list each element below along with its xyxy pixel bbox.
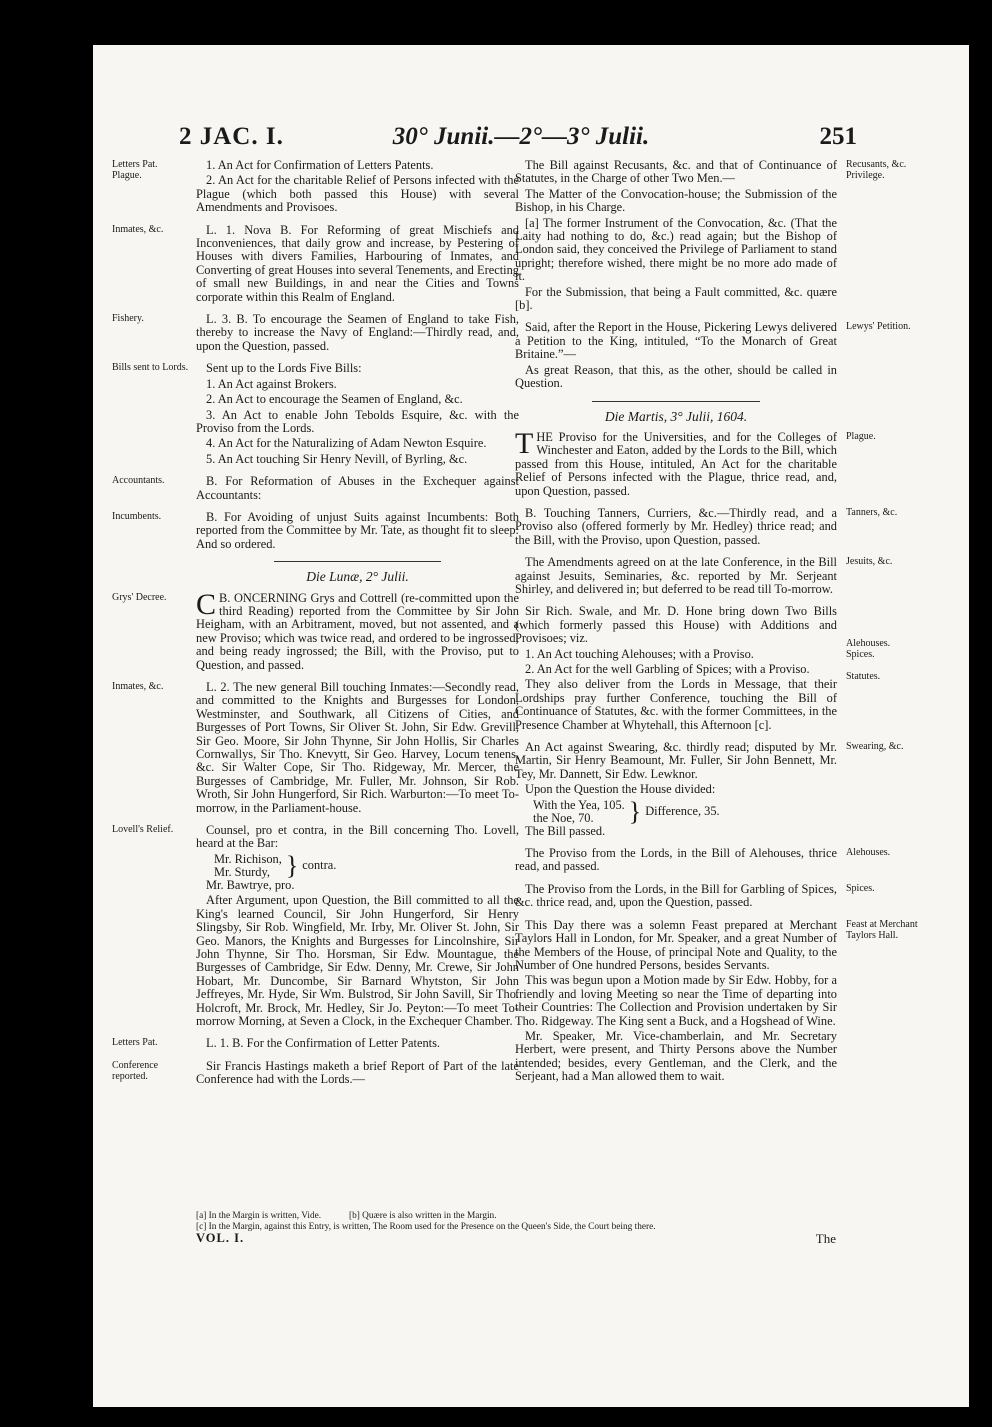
margin-note: Swearing, &c.: [846, 741, 904, 753]
entry-paragraph: After Argument, upon Question, the Bill committed to all the King's learned Council, Sir John Hungerford, Sir Henry Slingsby, Sir Rob. Wingfield, Mr. Irby, Mr. Oliver St. John, Sir Geo. Manors, the Knights and Burgesses for Lincolnshire, Sir John Thynne, Sir Tho. Horsman, Sir Edw. Mountague, the Burgesses of Cambridge, Sir Edw. Denny, Mr. Crewe, Sir John Hobart, Mr. Duncombe, Sir Barnard Whytston, Sir John Jeffreyes, Mr. Hyde, Sir Wm. Bulstrod, Sir John Savill, Sir Tho. Holcroft, Mr. Brock, Mr. Hedley, Sir Jo. Peyton:—To meet To-morrow Morning, at Seven a Clock, in the Exchequer Chamber.: [196, 893, 519, 1028]
journal-entry: [515, 881, 875, 910]
page-number: 251: [819, 123, 857, 150]
margin-note: Recusants, &c. Privilege.: [846, 159, 907, 181]
catchword: The: [815, 1231, 836, 1246]
entry-paragraph: L. 1. Nova B. For Reforming of great Mischiefs and Inconveniences, that daily grow and increase, by Pestering of Houses with divers Families, Harbouring of Inmates, and Converting of great Houses into several Tenements, and Erecting of small new Buildings, in and near the Cities and Towns corporate within this Realm of England.: [196, 222, 519, 304]
brace-glyph: }: [285, 850, 299, 880]
journal-entry: [515, 158, 907, 313]
entry-paragraph: An Act against Swearing, &c. thirdly read; disputed by Mr. Martin, Sir Henry Beamount, Mr. Fuller, Sir John Bennett, Mr. Tey, Mr. Dannett, Sir Edw. Lewknor.: [515, 740, 837, 781]
brace-label: Difference, 35.: [645, 803, 720, 818]
journal-page: [93, 45, 969, 1407]
entry-paragraph: Mr. Bawtrye, pro.: [206, 877, 295, 892]
margin-note: Alehouses.: [846, 847, 891, 859]
brace-line: With the Yea, 105.: [533, 797, 625, 812]
journal-entry: [515, 555, 893, 596]
journal-entry: [112, 474, 519, 502]
journal-entry: [515, 740, 904, 838]
margin-note: Inmates, &c.: [112, 681, 164, 692]
margin-note: Conference reported.: [112, 1059, 159, 1082]
journal-entry: [112, 509, 519, 551]
journal-entry: [112, 361, 519, 466]
drop-cap: T: [515, 426, 534, 460]
margin-note: Accountants.: [112, 475, 165, 487]
entry-paragraph: [a] The former Instrument of the Convocation, &c. (That the Laity had nothing to do, &c.) read again; but the Bishop of London said, they conceived the Privilege of Parliament to stand upright; therefore wished, there might be no more ado made of it.: [515, 215, 837, 284]
journal-entry: [112, 823, 519, 1028]
section-divider: [592, 401, 759, 402]
volume-signature: VOL. I.: [196, 1231, 245, 1245]
entry-paragraph: B. For Avoiding of unjust Suits against Incumbents: Both reported from the Committee by Mr. Tate, as thought fit to sleep: And so ordered.: [196, 509, 519, 551]
entry-paragraph: The Proviso from the Lords, in the Bill for Garbling of Spices, &c. thrice read, and, upon the Question, passed.: [515, 881, 837, 910]
footnote-c: [c] In the Margin, against this Entry, is written, The Room used for the Presence on the Queen's Side, the Court being there.: [196, 1222, 656, 1232]
entry-paragraph: The Matter of the Convocation-house; the Submission of the Bishop, in his Charge.: [515, 186, 837, 215]
entry-paragraph: Counsel, pro et contra, in the Bill concerning Tho. Lovell, heard at the Bar:: [196, 823, 519, 851]
margin-note: Alehouses. Spices. Statutes.: [846, 638, 891, 683]
journal-entry: [112, 312, 519, 353]
margin-note: Plague.: [846, 430, 876, 442]
entry-paragraph: 1. An Act for Confirmation of Letters Patents.: [206, 158, 434, 172]
entry-paragraph: L. 2. The new general Bill touching Inmates:—Secondly read, and committed to the Knights and Burgesses for London, Westminster, and Southwark, all Citizens of Cities, and Burgesses of Port Towns, Sir Oliver St. John, Sir Edw. Grevill, Sir Geo. Moore, Sir John Thynne, Sir John Hollis, Sir Charles Cornwallys, Sir Tho. Knevytt, Sir Geo. Harvey, Locum tenens, &c. Sir Walter Cope, Sir Tho. Ridgeway, Mr. Mercer, the Burgesses of Cambridge, Mr. Fuller, Mr. Johnson, Sir Rob. Wroth, Sir John Hungerford, Sir Rich. Warburton:—To meet To-morrow, in the Parliament-house.: [196, 680, 519, 815]
margin-note: Lovell's Relief.: [112, 824, 174, 836]
journal-entry: [112, 587, 519, 672]
entry-paragraph: L. 1. B. For the Confirmation of Letter Patents.: [206, 1036, 441, 1051]
entry-text: B. ONCERNING Grys and Cottrell (re-committed upon the third Reading) reported from the Committee by Sir John Heigham, with an Arbitrament, moved, but not assented, and a new Proviso; which was twice read, and ordered to be ingrossed; and being ready ingrossed; the Bill, with the Proviso, put to Question, and passed.: [196, 590, 519, 672]
entry-paragraph: Sir Francis Hastings maketh a brief Report of Part of the late Conference had with the Lords.—: [196, 1058, 519, 1087]
entry-paragraph: For the Submission, that being a Fault committed, &c. quære [b].: [515, 284, 837, 313]
entry-paragraph: L. 3. B. To encourage the Seamen of England to take Fish, thereby to increase the Navy of England:—Thirdly read, and, upon the Question, passed.: [196, 312, 519, 353]
entry-paragraph: B. Touching Tanners, Curriers, &c.—Thirdly read, and a Proviso also (offered formerly by Mr. Hedley) thrice read; and the Bill, with the Proviso, upon Question, passed.: [515, 505, 837, 547]
journal-entry: [515, 320, 911, 391]
journal-entry: [515, 917, 918, 1084]
brace-group: [196, 850, 519, 880]
entry-paragraph: The Proviso from the Lords, in the Bill of Alehouses, thrice read, and passed.: [515, 846, 837, 874]
journal-entry: [112, 222, 519, 304]
margin-note: Grys' Decree.: [112, 591, 167, 603]
entry-paragraph: This Day there was a solemn Feast prepared at Merchant Taylors Hall in London, for Mr. Speaker, and a great Number of the Members of the House, of principal Note and Quality, to the Number of One hundred Persons, besides Servants.: [515, 917, 837, 972]
margin-note: Lewys' Petition.: [846, 321, 911, 333]
header-regnal-year: 2 JAC. I.: [179, 123, 284, 150]
entry-paragraph: Mr. Speaker, Mr. Vice-chamberlain, and Mr. Secretary Herbert, were present, and Thirty Persons above the Number intended; besides, every Gentleman, and the Clerk, and the Serjeant, had a Man allowed them to wait.: [515, 1028, 837, 1084]
entry-paragraph: This was begun upon a Motion made by Sir Edw. Hobby, for a friendly and loving Meeting so near the Time of departing into their Countries: The Collection and Provision undertaken by Sir Tho. Ridgeway. The King sent a Buck, and a Hogshead of Wine.: [515, 973, 837, 1028]
header-dates: 30° Junii.—2°—3° Julii.: [392, 123, 650, 150]
entry-paragraph: B. For Reformation of Abuses in the Exchequer against Accountants:: [196, 474, 519, 502]
margin-note: Letters Pat.: [112, 1037, 158, 1049]
footnote-b: [b] Quære is also written in the Margin.: [349, 1211, 497, 1221]
journal-entry: [112, 1036, 519, 1051]
entry-paragraph: 5. An Act touching Sir Henry Nevill, of Byrling, &c.: [206, 451, 468, 466]
entry-paragraph: 3. An Act to enable John Tebolds Esquire, &c. with the Proviso from the Lords.: [196, 407, 519, 435]
entry-paragraph: They also deliver from the Lords in Message, that their Lordships pray further Conference, touching the Bill of Continuance of Statutes, &c. with the former Committees, in the Presence Chamber at Whytehall, this Afternoon [c].: [515, 677, 837, 732]
journal-entry: [515, 846, 891, 874]
margin-note: Spices.: [846, 882, 875, 894]
footnotes: [196, 1211, 836, 1244]
section-divider: [274, 561, 442, 562]
entry-paragraph: Upon the Question the House divided:: [525, 782, 716, 797]
entry-paragraph: The Bill passed.: [525, 823, 606, 838]
margin-note: Letters Pat. Plague.: [112, 159, 158, 181]
entry-paragraph: 1. An Act against Brokers.: [206, 376, 337, 391]
journal-entry: [515, 505, 898, 547]
margin-note: Fishery.: [112, 313, 144, 325]
journal-entry: [515, 426, 876, 498]
entry-paragraph: As great Reason, that this, as the other, should be called in Question.: [515, 362, 837, 391]
day-heading-monday: Die Lunæ, 2° Julii.: [306, 569, 409, 585]
margin-note: Feast at Merchant Taylors Hall.: [846, 918, 918, 941]
footnote-a: [a] In the Margin is written, Vide.: [196, 1211, 322, 1221]
brace-line: Mr. Richison,: [214, 851, 282, 866]
day-heading-tuesday: Die Martis, 3° Julii, 1604.: [604, 408, 748, 424]
entry-text: HE Proviso for the Universities, and for the Colleges of Winchester and Eaton, added by the Lords to the Bill, which passed from this House, intituled, An Act for the charitable Relief of Persons infected with the Plague, thrice read, and, upon Question, passed.: [515, 429, 837, 498]
entry-paragraph: The Bill against Recusants, &c. and that of Continuance of Statutes, in the Charge of other Two Men.—: [515, 158, 837, 186]
entry-paragraph: 2. An Act for the charitable Relief of Persons infected with the Plague (which both passed this House) with several Amendments and Provisoes.: [196, 173, 519, 215]
brace-line: the Noe, 70.: [533, 810, 594, 825]
entry-paragraph: Sent up to the Lords Five Bills:: [206, 361, 362, 376]
entry-paragraph: The Amendments agreed on at the late Conference, in the Bill against Jesuits, Seminaries, &c. reported by Mr. Serjeant Shirley, and delivered in; but deferred to be read till To-morrow.: [515, 555, 837, 596]
margin-note: Bills sent to Lords.: [112, 362, 189, 374]
brace-glyph: }: [628, 796, 642, 826]
entry-paragraph: 1. An Act touching Alehouses; with a Proviso.: [525, 646, 754, 661]
brace-label: contra.: [302, 858, 337, 873]
margin-note: Incumbents.: [112, 510, 162, 522]
entry-paragraph: 4. An Act for the Naturalizing of Adam Newton Esquire.: [206, 436, 487, 451]
drop-cap: C: [196, 587, 217, 621]
journal-entry: [112, 1058, 519, 1087]
journal-entry: [112, 680, 519, 815]
margin-note: Tanners, &c.: [846, 506, 898, 518]
entry-paragraph: 2. An Act to encourage the Seamen of England, &c.: [206, 392, 463, 407]
brace-line: Mr. Sturdy,: [214, 864, 270, 879]
margin-note: Inmates, &c.: [112, 223, 164, 235]
margin-note: Jesuits, &c.: [846, 556, 893, 568]
entry-paragraph: Sir Rich. Swale, and Mr. D. Hone bring down Two Bills (which formerly passed this House) with Additions and Provisoes; viz.: [515, 604, 837, 646]
entry-paragraph: 2. An Act for the well Garbling of Spices; with a Proviso.: [525, 662, 810, 676]
brace-group: [515, 796, 837, 826]
right-column: [515, 158, 918, 1093]
left-column: [112, 158, 519, 1096]
journal-entry: [112, 158, 519, 215]
journal-entry: [515, 604, 891, 732]
entry-paragraph: Said, after the Report in the House, Pickering Lewys delivered a Petition to the King, intituled, “To the Monarch of Great Britaine.”—: [515, 320, 837, 362]
